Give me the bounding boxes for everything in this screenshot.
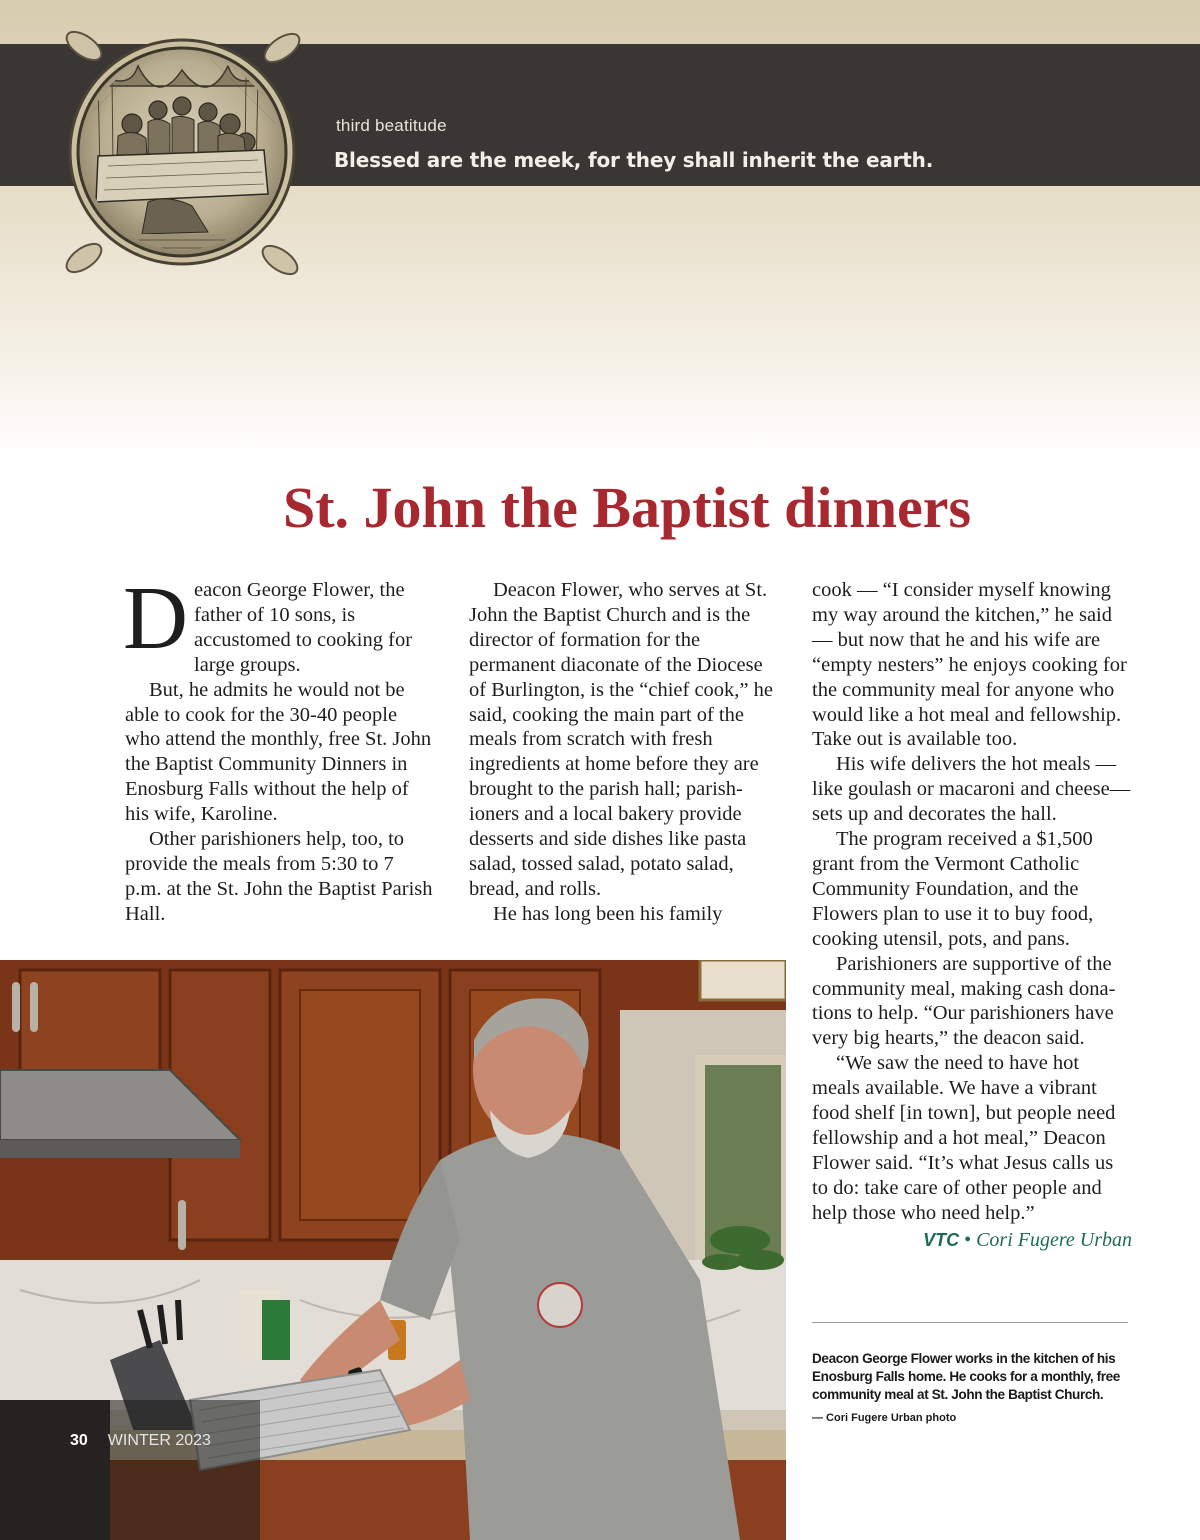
page-number: 30 bbox=[70, 1432, 88, 1449]
photo-caption: Deacon George Flower works in the kitchen of his Enosburg Falls home. He cooks for a monthly, free community meal at St. John the Baptist Church. bbox=[812, 1351, 1120, 1402]
publication-name: VTC bbox=[923, 1229, 960, 1250]
article-paragraph: Other parishioners help, too, to provide the meals from 5:30 to 7 p.m. at the St. John the Baptist Parish Hall. bbox=[125, 828, 433, 925]
drop-cap: D bbox=[123, 569, 188, 668]
author-name: Cori Fugere Urban bbox=[976, 1228, 1132, 1251]
article-paragraph: Parishioners are supportive of the community meal, making cash donations to help. “Our parishioners have very big hearts,” the deacon said. bbox=[812, 952, 1116, 1050]
article-headline: St. John the Baptist dinners bbox=[282, 475, 972, 540]
article-paragraph: cook — “I consider myself knowing my way around the kitchen,” he said — but now that he and his wife are “empty nesters” he enjoys cooking for the community meal for anyone who would like a hot meal and fellowship. Take out is available too. bbox=[812, 579, 1127, 751]
paragraph-text: eacon George Flower, the father of 10 sons, is accustomed to cooking for large groups. bbox=[194, 579, 413, 676]
article-paragraph: “We saw the need to have hot meals available. We have a vibrant food shelf [in town], but people need fellowship and a hot meal,” Deacon Flower said. “It’s what Jesus calls us to do: take care of other people and help those who need help.” bbox=[812, 1052, 1116, 1224]
page-footer bbox=[70, 1432, 211, 1450]
article-column-2 bbox=[469, 578, 779, 927]
article-column-1 bbox=[123, 569, 435, 927]
article-paragraph: He has long been his family bbox=[493, 902, 723, 925]
article-paragraph: The program received a $1,500 grant from the Vermont Catholic Community Foundation, and the Flowers plan to use it to buy food, cooking utensil, pots, and pans. bbox=[812, 828, 1094, 950]
beatitude-quote: Blessed are the meek, for they shall inherit the earth. bbox=[334, 148, 934, 172]
article-paragraph: Deacon Flower, who serves at St. John the Baptist Church and is the director of formation for the permanent diaconate of the Diocese of Burlington, is the “chief cook,” he said, cooking the main part of the meals from scratch with fresh ingredients at home before they are brought to the parish hall; parishioners and a local bakery provide desserts and side dishes like pasta salad, tossed salad, potato salad, bread, and rolls. bbox=[469, 579, 773, 900]
last-supper-medallion-illustration bbox=[58, 26, 306, 276]
article-paragraph: His wife delivers the hot meals — like goulash or macaroni and cheese— sets up and decorates the hall. bbox=[812, 753, 1131, 826]
article-column-3 bbox=[812, 578, 1132, 1252]
article-paragraph: But, he admits he would not be able to cook for the 30-40 people who attend the monthly, free St. John the Baptist Community Dinners in Enosburg Falls without the help of his wife, Karoline. bbox=[125, 678, 432, 826]
byline bbox=[812, 1228, 1132, 1253]
photo-credit: — Cori Fugere Urban photo bbox=[812, 1412, 957, 1424]
byline-separator: • bbox=[959, 1228, 977, 1251]
article-paragraph bbox=[123, 569, 435, 678]
caption-divider bbox=[812, 1322, 1128, 1323]
kitchen-photo bbox=[0, 960, 786, 1540]
issue-label: WINTER 2023 bbox=[107, 1432, 211, 1449]
section-kicker: third beatitude bbox=[336, 116, 447, 135]
